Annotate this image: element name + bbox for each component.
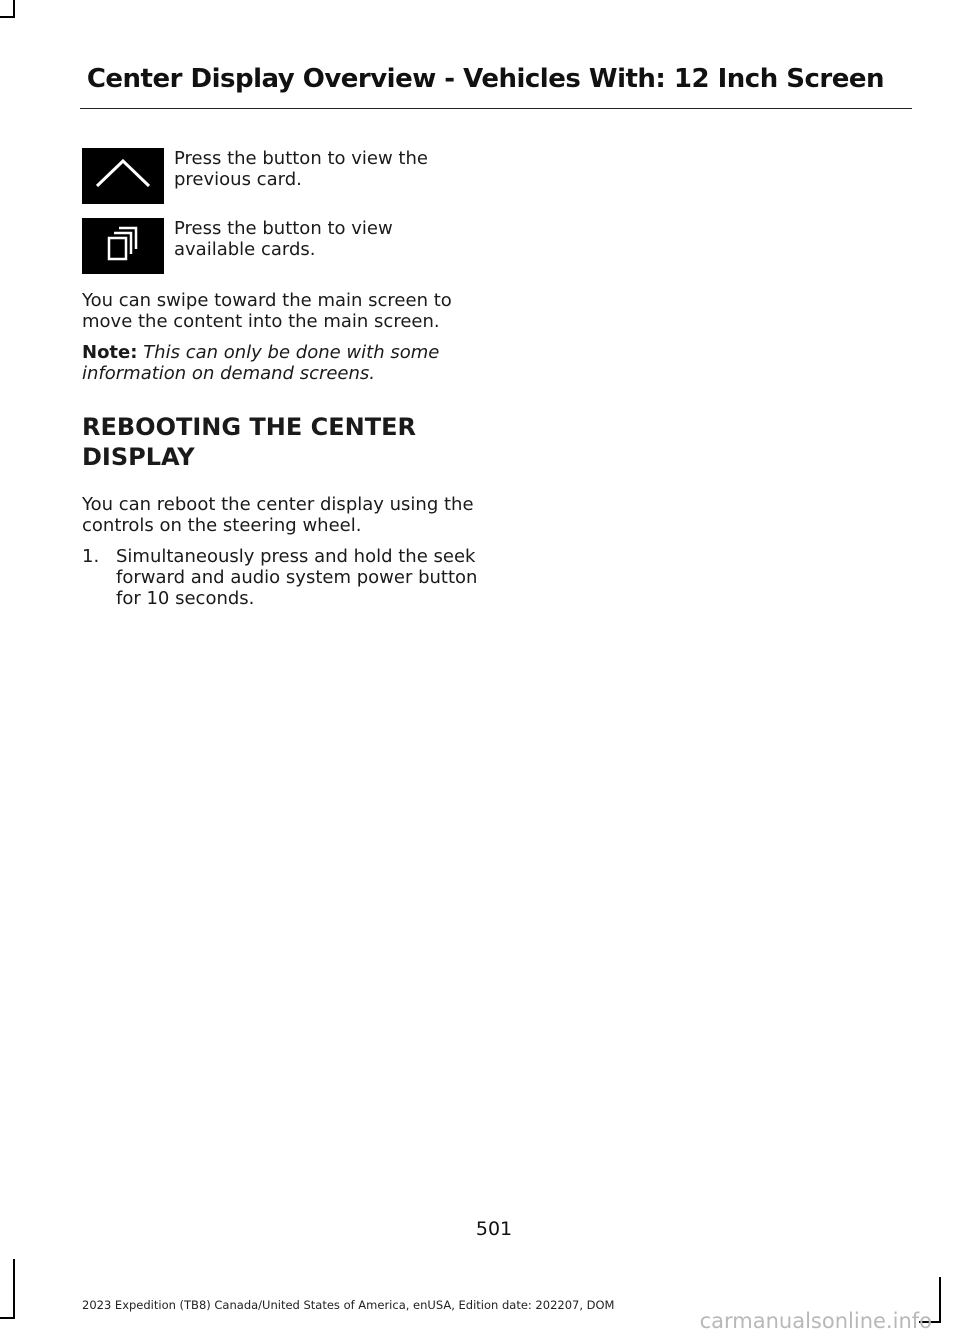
crop-mark (13, 1259, 15, 1319)
list-item-text: Simultaneously press and hold the seek forward and audio system power button for 10 seconds. (116, 546, 478, 609)
icon-description-row (82, 218, 482, 274)
note-paragraph (82, 342, 477, 384)
section-heading: REBOOTING THE CENTER DISPLAY (82, 413, 416, 471)
swipe-paragraph: You can swipe toward the main screen to move the content into the main screen. (82, 290, 452, 332)
page-title: Center Display Overview - Vehicles With: 12 Inch Screen (86, 64, 884, 94)
page-number: 501 (475, 1218, 513, 1240)
watermark: carmanualsonline.info (699, 1309, 932, 1333)
note-label: Note: (82, 342, 138, 363)
cards-stack-icon (82, 218, 164, 274)
note-text: This can only be done with some information on demand screens. (82, 342, 440, 384)
icon-description: Press the button to view available cards. (174, 218, 393, 260)
page-header (80, 62, 912, 109)
crop-mark (0, 1317, 15, 1319)
crop-mark (0, 16, 15, 18)
main-content (82, 148, 482, 609)
reboot-paragraph: You can reboot the center display using the controls on the steering wheel. (82, 494, 474, 536)
page-footer: 2023 Expedition (TB8) Canada/United States of America, enUSA, Edition date: 202207, DOM (82, 1298, 615, 1312)
icon-description: Press the button to view the previous card. (174, 148, 428, 190)
crop-mark (939, 1277, 941, 1321)
list-item-number: 1. (82, 546, 100, 567)
icon-description-row (82, 148, 482, 204)
chevron-up-icon (82, 148, 164, 204)
list-item (82, 546, 482, 609)
